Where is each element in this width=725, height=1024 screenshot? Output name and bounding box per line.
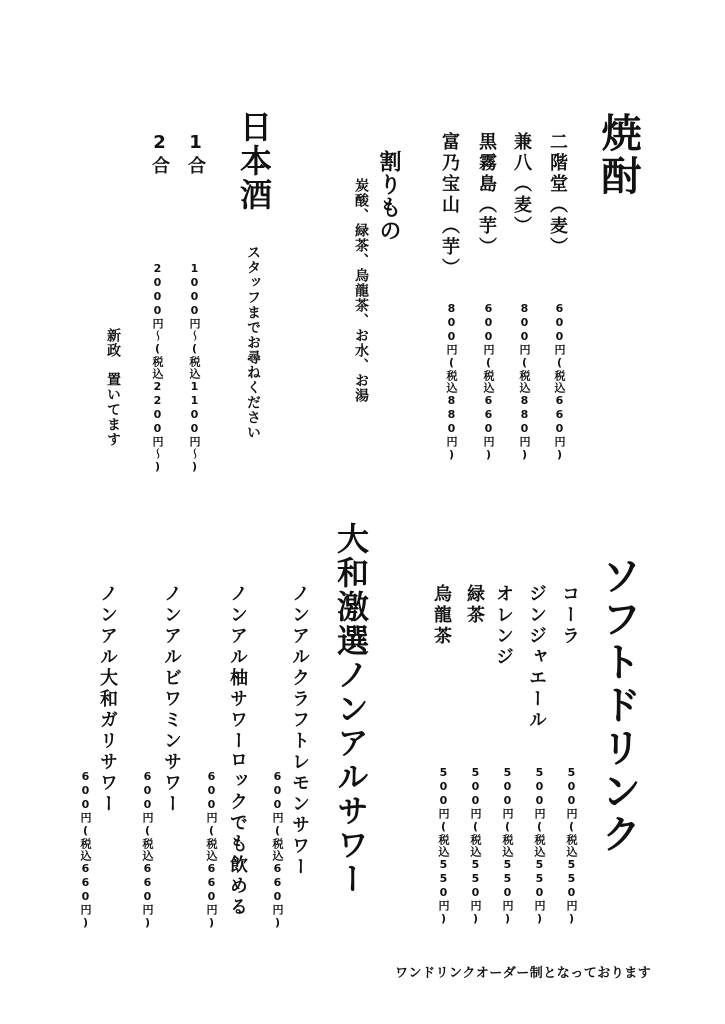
- shochu-item-nikaido: 二階堂（麦）: [547, 132, 568, 258]
- non-alcohol-price-biwamin: 600円(税込660円): [141, 770, 154, 930]
- sake-size-1go: 1合: [185, 132, 206, 177]
- sake-title: 日本酒: [235, 110, 273, 212]
- non-alcohol-item-yamato-gari: ノンアル大和ガリサワー: [97, 584, 118, 815]
- shochu-price-kenpachi: 800円(税込880円): [518, 302, 531, 462]
- sake-brand: 新政: [105, 328, 121, 358]
- soft-drink-title: ソフトドリンク: [595, 555, 642, 856]
- soft-drink-price-green-tea: 500円(税込550円): [469, 766, 482, 926]
- shochu-price-kurokirishima: 600円(税込660円): [482, 302, 495, 462]
- non-alcohol-item-craft-lemon: ノンアルクラフトレモンサワー: [289, 584, 310, 878]
- soft-drink-price-oolong-tea: 500円(税込550円): [437, 766, 450, 926]
- shochu-price-tominohozan: 800円(税込880円): [445, 302, 458, 462]
- non-alcohol-price-craft-lemon: 600円(税込660円): [271, 770, 284, 930]
- sake-note: スタッフまでお尋ねください: [245, 245, 261, 440]
- soft-drink-price-cola: 500円(税込550円): [565, 766, 578, 926]
- non-alcohol-price-yuzu: 600円(税込660円): [205, 770, 218, 930]
- soft-drink-item-ginger-ale: ジンジャエール: [526, 584, 547, 731]
- soft-drink-item-cola: コーラ: [559, 584, 580, 647]
- soft-drink-item-orange: オレンジ: [493, 584, 514, 668]
- shochu-item-tominohozan: 富乃宝山（芋）: [439, 132, 460, 279]
- shochu-price-nikaido: 600円(税込660円): [553, 302, 566, 462]
- non-alcohol-yuzu-note: ロックでも飲める: [227, 750, 248, 918]
- soft-drink-price-orange: 500円(税込550円): [501, 766, 514, 926]
- shochu-item-kurokirishima: 黒霧島（芋）: [476, 132, 497, 258]
- non-alcohol-item-biwamin: ノンアルビワミンサワー: [161, 584, 182, 815]
- warimono-title: 割りもの: [376, 150, 402, 242]
- soft-drink-item-green-tea: 緑茶: [464, 584, 485, 626]
- sake-price-1go: 1000円〜(税込1100円〜): [188, 262, 201, 474]
- shochu-item-kenpachi: 兼八（麦）: [511, 132, 532, 237]
- warimono-items: 炭酸、緑茶、烏龍茶、お水、お湯: [353, 178, 369, 403]
- sake-price-2go: 2000円〜(税込2200円〜): [151, 262, 164, 474]
- sake-size-2go: 2合: [149, 132, 170, 177]
- non-alcohol-price-yamato-gari: 600円(税込660円): [79, 770, 92, 930]
- one-drink-order-notice: ワンドリンクオーダー制となっております: [395, 966, 652, 981]
- sake-brand-note: 置いてます: [105, 372, 121, 447]
- shochu-title: 焼酎: [595, 112, 642, 198]
- soft-drink-price-ginger-ale: 500円(税込550円): [533, 766, 546, 926]
- non-alcohol-item-yuzu: ノンアル柚サワー: [227, 584, 248, 752]
- non-alcohol-title: 大和激選ノンアルサワー: [332, 522, 370, 896]
- soft-drink-item-oolong-tea: 烏龍茶: [431, 584, 452, 647]
